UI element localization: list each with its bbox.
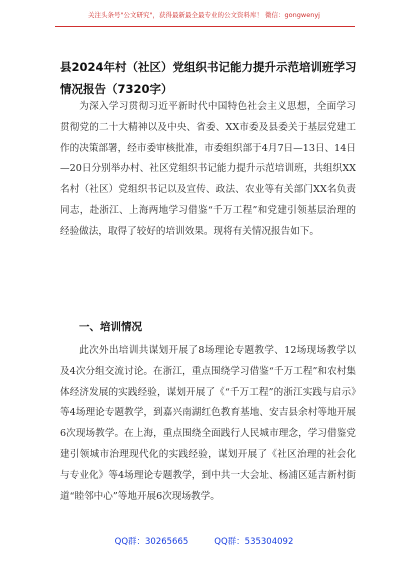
- header-banner: 关注头条号"公文研究"，获得最新最全最专业的公文资料库！ 微信：gongwenyj: [88, 11, 320, 19]
- section-heading-training: 一、培训情况: [79, 321, 142, 333]
- footer-qq-group-1: QQ群：30265665: [114, 537, 189, 547]
- body-paragraph-intro: 为深入学习贯彻习近平新时代中国特色社会主义思想，全面学习贯彻党的二十大精神以及中央、省委、XX市委及县委关于基层党建工作的决策部署，经市委审核批准，市委组织部于4月7日—13日、14日—20日分别举办村、社区党组织书记能力提升示范培训班，共组织XX名村（社区）党组织书记以及宣传、政法、农业等有关部门XX名负责同志，赴浙江、上海两地学习借鉴“千万工程”和党建引领基层治理的经验做法，取得了较好的培训效果。现将有关情况报告如下。: [60, 101, 356, 237]
- body-paragraph-training: 此次外出培训共谋划开展了8场理论专题教学、12场现场教学以及4次分组交流讨论。在浙江，重点围绕学习借鉴“千万工程”和农村集体经济发展的实践经验，谋划开展了《“千万工程”的浙江实践与启示》等4场理论专题教学，到嘉兴南湖红色教育基地、安吉县余村等地开展6次现场教学。在上海，重点围绕全面践行人民城市理念，学习借鉴党建引领城市治理现代化的实践经验，谋划开展了《社区治理的社会化与专业化》等4场理论专题教学，到中共一大会址、杨浦区延吉新村街道“睦邻中心”等地开展6次现场教学。: [60, 345, 356, 502]
- document-title: 县2024年村（社区）党组织书记能力提升示范培训班学习情况报告（7320字）: [60, 60, 357, 96]
- footer-qq-group-2: QQ群：535304092: [214, 537, 294, 547]
- footer-contacts: [0, 535, 408, 547]
- header-divider: [55, 26, 355, 27]
